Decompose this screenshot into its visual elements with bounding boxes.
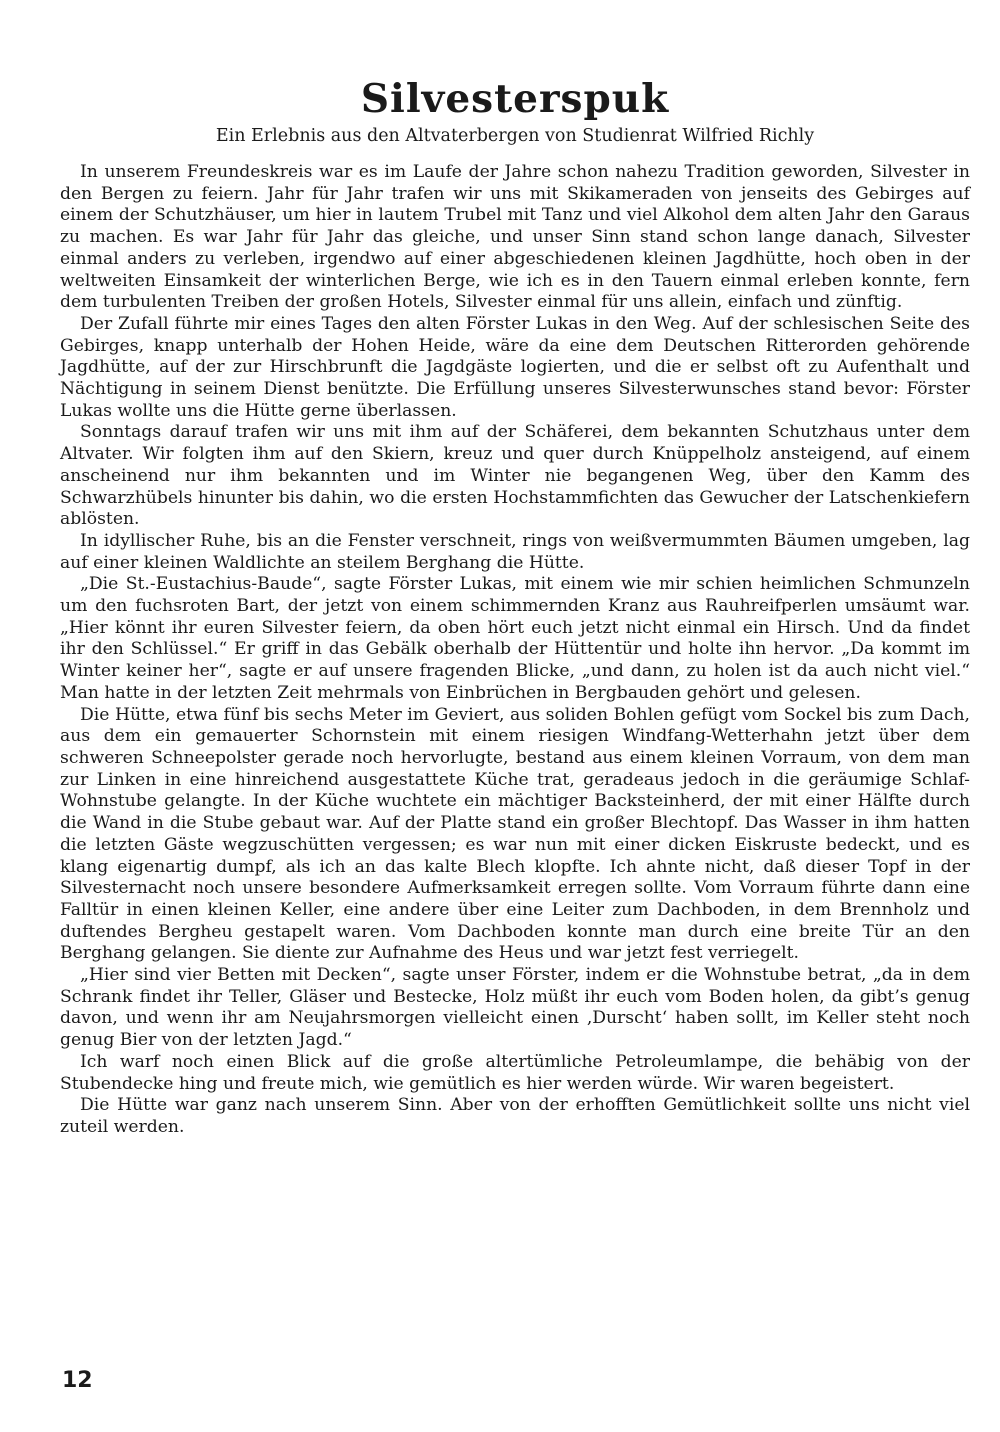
page-number: 12	[62, 1368, 93, 1393]
paragraph: Die Hütte war ganz nach unserem Sinn. Aber von der erhofften Gemütlichkeit sollte uns nicht viel zuteil werden.	[60, 1095, 970, 1137]
paragraph: Sonntags darauf trafen wir uns mit ihm auf der Schäferei, dem bekannten Schutzhaus unter dem Altvater. Wir folgten ihm auf den Skiern, kreuz und quer durch Knüppelholz ansteigend, auf einem anscheinend nur ihm bekannten und im Winter nie begangenen Weg, über den Kamm des Schwarzhübels hinunter bis dahin, wo die ersten Hochstammfichten das Gewucher der Latschenkiefern ablösten.	[60, 422, 970, 530]
article	[60, 76, 970, 1139]
paragraph: Der Zufall führte mir eines Tages den alten Förster Lukas in den Weg. Auf der schlesischen Seite des Gebirges, knapp unterhalb der Hohen Heide, wäre da eine dem Deutschen Ritterorden gehörende Jagdhütte, auf der zur Hirschbrunft die Jagdgäste logierten, und die er selbst oft zu Aufenthalt und Nächtigung in seinem Dienst benützte. Die Erfüllung unseres Silvesterwunsches stand bevor: Förster Lukas wollte uns die Hütte gerne überlassen.	[60, 313, 970, 421]
paragraph: „Die St.-Eustachius-Baude“, sagte Förster Lukas, mit einem wie mir schien heimlichen Schmunzeln um den fuchsroten Bart, der jetzt von einem schimmernden Kranz aus Rauhreifperlen umsäumt war. „Hier könnt ihr euren Silvester feiern, da oben hört euch jetzt nicht einmal ein Hirsch. Und da findet ihr den Schlüssel.“ Er griff in das Gebälk oberhalb der Hüttentür und holte ihn hervor. „Da kommt im Winter keiner her“, sagte er auf unsere fragenden Blicke, „und dann, zu holen ist da auch nicht viel.“ Man hatte in der letzten Zeit mehrmals von Einbrüchen in Bergbauden gehört und gelesen.	[60, 574, 970, 703]
article-subtitle: Ein Erlebnis aus den Altvaterbergen von Studienrat Wilfried Richly	[215, 126, 815, 146]
paragraph: In unserem Freundeskreis war es im Laufe der Jahre schon nahezu Tradition geworden, Silvester in den Bergen zu feiern. Jahr für Jahr trafen wir uns mit Skikameraden von jenseits des Gebirges auf einem der Schutzhäuser, um hier in lautem Trubel mit Tanz und viel Alkohol dem alten Jahr den Garaus zu machen. Es war Jahr für Jahr das gleiche, und unser Sinn stand schon lange danach, Silvester einmal anders zu verleben, irgendwo auf einer abgeschiedenen kleinen Jagdhütte, hoch oben in der weltweiten Einsamkeit der winterlichen Berge, wie ich es in den Tauern einmal erleben konnte, fern dem turbulenten Treiben der großen Hotels, Silvester einmal für uns allein, einfach und zünftig.	[60, 162, 970, 313]
paragraph: Ich warf noch einen Blick auf die große altertümliche Petroleumlampe, die behäbig von der Stubendecke hing und freute mich, wie gemütlich es hier werden würde. Wir waren begeistert.	[60, 1051, 970, 1094]
paragraph: In idyllischer Ruhe, bis an die Fenster verschneit, rings von weißvermummten Bäumen umgeben, lag auf einer kleinen Waldlichte an steilem Berghang die Hütte.	[60, 530, 970, 573]
article-title: Silvesterspuk	[360, 76, 670, 122]
paragraph: „Hier sind vier Betten mit Decken“, sagte unser Förster, indem er die Wohnstube betrat, „da in dem Schrank findet ihr Teller, Gläser und Bestecke, Holz müßt ihr euch vom Boden holen, da gibt’s genug davon, und wenn ihr am Neujahrsmorgen vielleicht einen ‚Durscht‘ haben sollt, im Keller steht noch genug Bier von der letzten Jagd.“	[60, 965, 970, 1051]
paragraph: Die Hütte, etwa fünf bis sechs Meter im Geviert, aus soliden Bohlen gefügt vom Sockel bis zum Dach, aus dem ein gemauerter Schornstein mit einem riesigen Windfang-Wetterhahn jetzt über dem schweren Schneepolster gerade noch hervorlugte, bestand aus einem kleinen Vorraum, von dem man zur Linken in eine hinreichend ausgestattete Küche trat, geradeaus jedoch in die geräumige Schlaf-Wohnstube gelangte. In der Küche wuchtete ein mächtiger Backsteinherd, der mit einer Hälfte durch die Wand in die Stube gebaut war. Auf der Platte stand ein großer Blechtopf. Das Wasser in ihm hatten die letzten Gäste wegzuschütten vergessen; es war nun mit einer dicken Eiskruste bedeckt, und es klang eigenartig dumpf, als ich an das kalte Blech klopfte. Ich ahnte nicht, daß dieser Topf in der Silvesternacht noch unsere besondere Aufmerksamkeit erregen sollte. Vom Vorraum führte dann eine Falltür in einen kleinen Keller, eine andere über eine Leiter zum Dachboden, in dem Brennholz und duftendes Bergheu gestapelt waren. Vom Dachboden konnte man durch eine breite Tür an den Berghang gelangen. Sie diente zur Aufnahme des Heus und war jetzt fest verriegelt.	[60, 704, 970, 964]
article-body	[60, 162, 970, 1139]
